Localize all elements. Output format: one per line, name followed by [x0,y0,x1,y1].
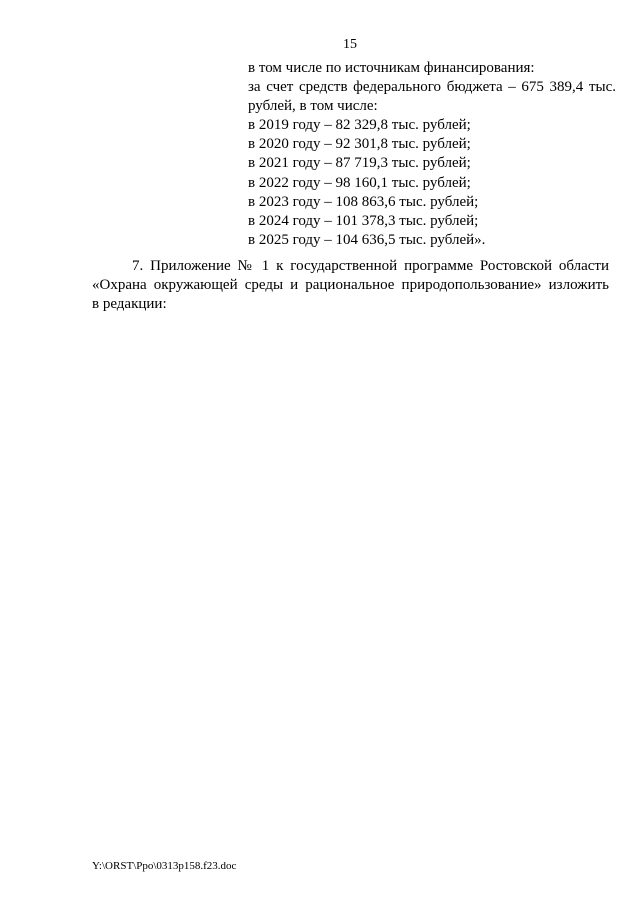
funding-sources-block [248,59,616,250]
funding-line: в 2023 году – 108 863,6 тыс. рублей; [248,193,479,210]
funding-line: в 2021 году – 87 719,3 тыс. рублей; [248,155,471,172]
funding-line: в 2022 году – 98 160,1 тыс. рублей; [248,174,471,191]
funding-line: в 2025 году – 104 636,5 тыс. рублей». [248,231,486,248]
paragraph-line: в редакции: [92,296,167,313]
funding-line: за счет средств федерального бюджета – 675 389,4 тыс. [248,79,616,96]
funding-line: в 2024 году – 101 378,3 тыс. рублей; [248,212,479,229]
page-number: 15 [343,37,357,52]
funding-line: в том числе по источникам финансирования: [248,60,535,76]
paragraph-line: 7. Приложение № 1 к государственной программе Ростовской области [132,258,609,274]
funding-line: в 2019 году – 82 329,8 тыс. рублей; [248,117,471,134]
funding-line: в 2020 году – 92 301,8 тыс. рублей; [248,136,471,153]
footer-file-path: Y:\ORST\Ppo\0313p158.f23.doc [92,860,237,872]
funding-line: рублей, в том числе: [248,98,378,115]
amendment-paragraph [92,257,609,314]
paragraph-line: «Охрана окружающей среды и рациональное природопользование» изложить [92,277,609,294]
